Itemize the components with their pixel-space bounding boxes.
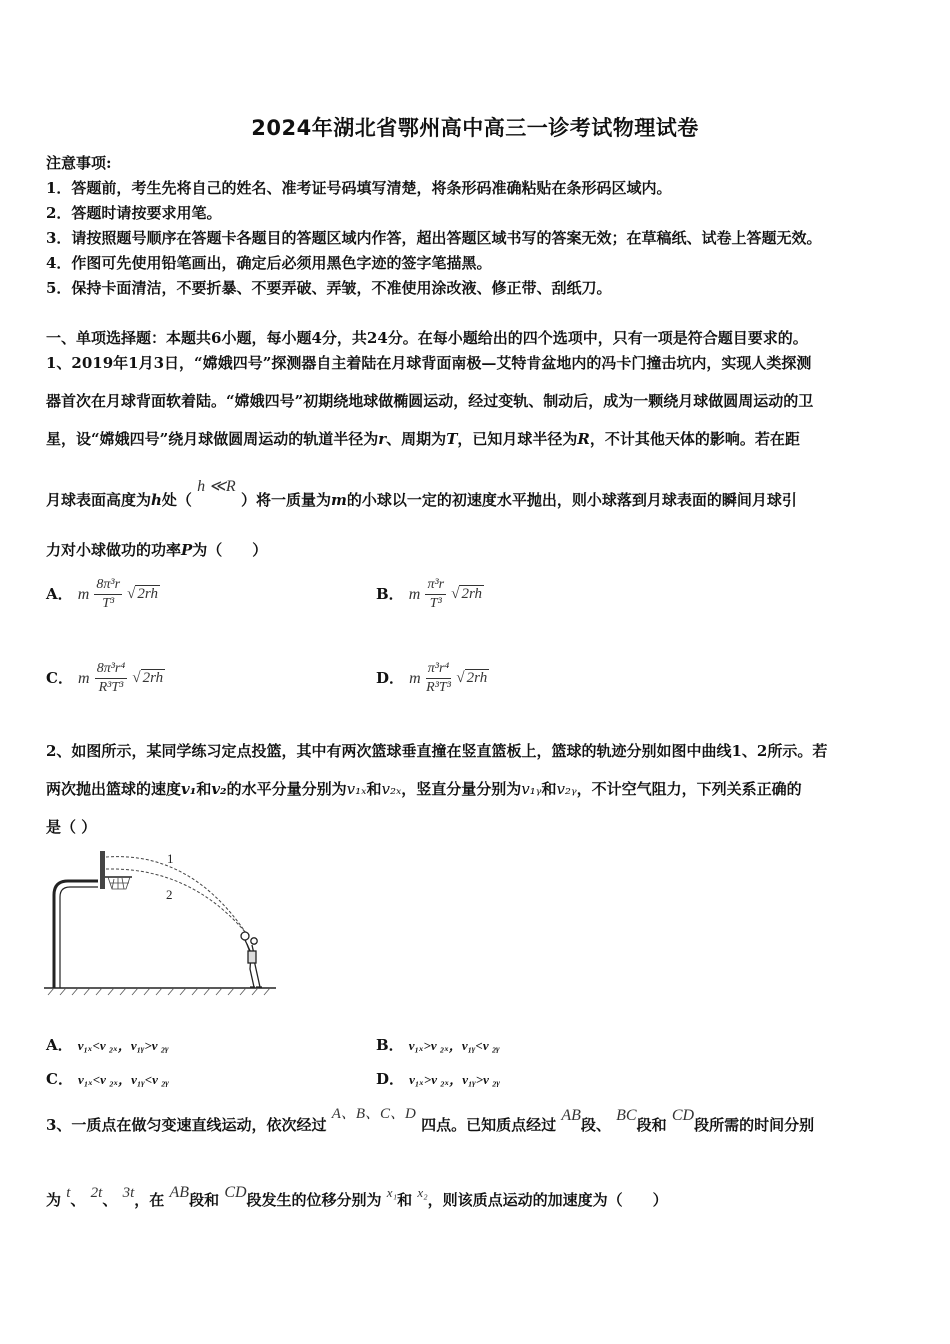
fraction: $\frac{\text{8π³r⁴}}{\text{R³T³}}$ (96, 661, 126, 695)
sqrt-formula: √ 2rh (127, 586, 158, 602)
q1-line4: 月球表面高度为h处（ h ≪R ）将一质量为m的小球以一定的初速度水平抛出，则小球落到月球表面的瞬间月球引 (46, 478, 797, 509)
page-title: 2024年湖北省鄂州高中高三一诊考试物理试卷 (251, 116, 699, 140)
notice-item: 5．保持卡面清洁，不要折暴、不要弄破、弄皱，不准使用涂改液、修正带、刮纸刀。 (46, 279, 612, 297)
condition-formula: h ≪R (197, 478, 236, 495)
q2-line3: 是（ ） (46, 818, 97, 836)
q1-option-b[interactable]: B． m $\frac{\text{π³r}}{\text{T³}}$ √ 2rh (376, 577, 483, 611)
ground-hatch (48, 988, 270, 995)
fraction: $\frac{\text{8π³r}}{\text{T³}}$ (96, 577, 121, 611)
q1-option-a[interactable]: A． m $\frac{\text{8π³r}}{\text{T³}}$ √ 2rh (46, 577, 158, 611)
basketball-figure (40, 845, 280, 1000)
q3-line2: 为 t、 2t、 3t，在 AB段和 CD段发生的位移分别为 x₁和 x₂，则该质点运动的加速度为（ ） (46, 1184, 668, 1209)
notice-item: 4．作图可先使用铅笔画出，确定后必须用黑色字迹的签字笔描黑。 (46, 254, 492, 272)
q1-option-c[interactable]: C． m $\frac{\text{8π³r⁴}}{\text{R³T³}}$ √ 2rh (46, 661, 164, 695)
net (108, 877, 130, 889)
q2-line2: 两次抛出篮球的速度v₁和v₂的水平分量分别为v₁ₓ和v₂ₓ，竖直分量分别为v₁ᵧ和v₂ᵧ，不计空气阻力，下列关系正确的 (46, 780, 802, 798)
q2-line1: 2、如图所示，某同学练习定点投篮，其中有两次篮球垂直撞在竖直篮板上，篮球的轨迹分别如图中曲线1、2所示。若 (46, 742, 828, 760)
sqrt-formula: √ 2rh (451, 586, 483, 602)
trajectory-label-2: 2 (166, 887, 173, 902)
fraction: $\frac{\text{π³r⁴}}{\text{R³T³}}$ (426, 661, 451, 695)
trajectory-1 (106, 857, 246, 933)
notice-item: 3．请按照题号顺序在答题卡各题目的答题区域内作答，超出答题区域书写的答案无效；在草稿纸、试卷上答题无效。 (46, 229, 822, 247)
section-heading: 一、单项选择题：本题共6小题，每小题4分，共24分。在每小题给出的四个选项中，只有一项是符合题目要求的。 (46, 329, 808, 347)
q1-line2: 器首次在月球背面软着陆。“嫦娥四号”初期绕地球做椭圆运动，经过变轨、制动后，成为一颗绕月球做圆周运动的卫 (46, 392, 814, 410)
q1-option-d[interactable]: D． m $\frac{\text{π³r⁴}}{\text{R³T³}}$ √ 2rh (376, 661, 488, 695)
q1-line3: 星，设“嫦娥四号”绕月球做圆周运动的轨道半径为r、周期为T，已知月球半径为R，不计其他天体的影响。若在距 (46, 430, 800, 448)
notice-item: 1．答题前，考生先将自己的姓名、准考证号码填写清楚，将条形码准确粘贴在条形码区域内。 (46, 179, 672, 197)
backboard (100, 851, 105, 889)
fraction: $\frac{\text{π³r}}{\text{T³}}$ (427, 577, 445, 611)
trajectory-2 (106, 869, 246, 933)
player-figure (241, 932, 262, 987)
sqrt-formula: √ 2rh (456, 670, 488, 686)
q2-option-b[interactable]: B． v₁ₓ>v ₂ₓ，v₁ᵧ<v ₂ᵧ (376, 1036, 500, 1054)
q2-option-a[interactable]: A． v₁ₓ<v ₂ₓ，v₁ᵧ>v ₂ᵧ (46, 1036, 169, 1054)
notice-item: 2．答题时请按要求用笔。 (46, 204, 222, 222)
notice-heading: 注意事项: (46, 154, 112, 172)
q2-option-d[interactable]: D． v₁ₓ>v ₂ₓ，v₁ᵧ>v ₂ᵧ (376, 1070, 500, 1088)
q2-option-c[interactable]: C． v₁ₓ<v ₂ₓ，v₁ᵧ<v ₂ᵧ (46, 1070, 169, 1088)
sqrt-formula: √ 2rh (132, 670, 164, 686)
trajectory-label-1: 1 (167, 851, 174, 866)
q3-line1: 3、一质点在做匀变速直线运动，依次经过 A、B、C、D 四点。已知质点经过 AB段、 BC段和 CD段所需的时间分别 (46, 1106, 815, 1134)
q1-line1: 1、2019年1月3日，“嫦娥四号”探测器自主着陆在月球背面南极—艾特肯盆地内的冯卡门撞击坑内，实现人类探测 (46, 354, 812, 372)
q1-line5: 力对小球做功的功率P为（ ） (46, 541, 268, 559)
